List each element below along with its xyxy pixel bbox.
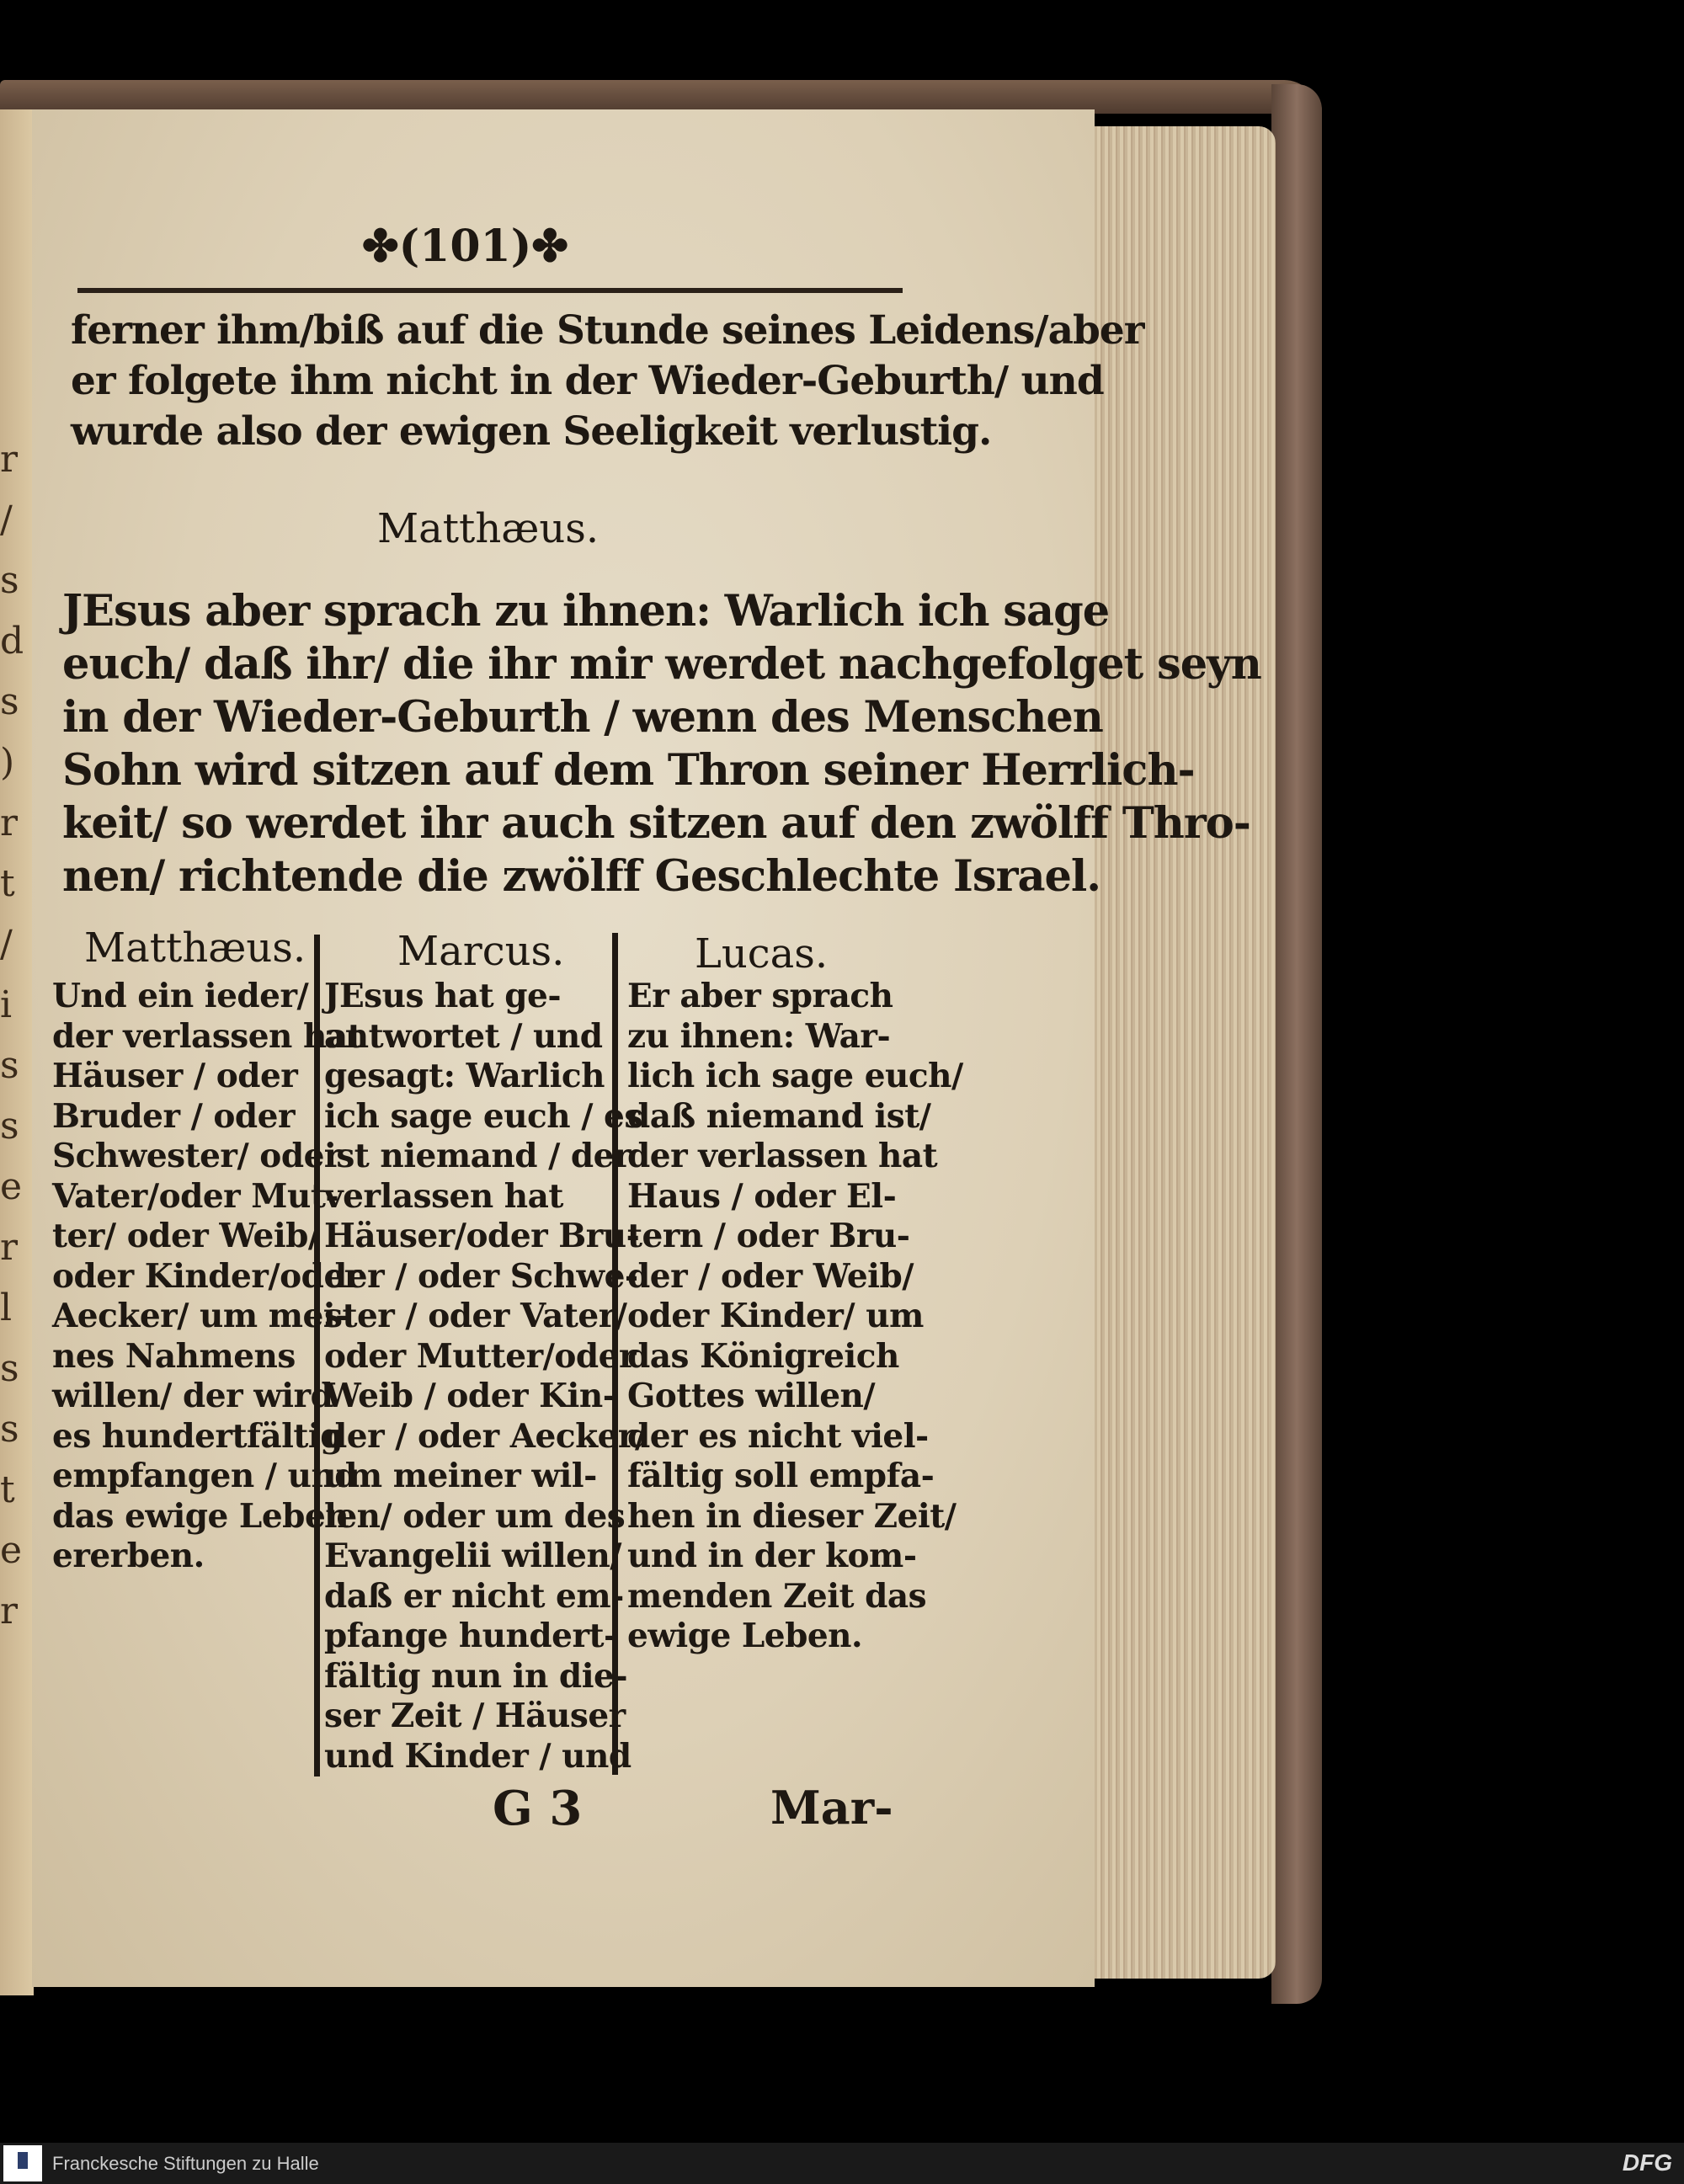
margin-glyph: r bbox=[0, 1590, 19, 1633]
ornament-left: ✤ bbox=[362, 221, 399, 272]
column-line: Vater/oder Mut- bbox=[52, 1176, 339, 1216]
column-line: ter/ oder Weib/ bbox=[52, 1217, 320, 1255]
column-line: der verlassen hat bbox=[52, 1016, 363, 1056]
column-line: fältig soll empfa- bbox=[627, 1457, 935, 1495]
column-line: tern / oder Bru- bbox=[627, 1217, 910, 1255]
margin-glyph: d bbox=[0, 620, 24, 663]
text-line: nen/ richtende die zwölff Geschlechte Israel. bbox=[62, 851, 1101, 902]
column-line: antwortet / und bbox=[324, 1016, 603, 1056]
column-marcus bbox=[324, 977, 647, 1776]
catchword: Mar- bbox=[770, 1781, 893, 1835]
column-line: verlassen hat bbox=[324, 1176, 563, 1216]
column-line: ewige Leben. bbox=[627, 1617, 863, 1655]
column-line: Weib / oder Kin- bbox=[324, 1377, 616, 1415]
column-line: Aecker/ um mei- bbox=[52, 1297, 349, 1335]
column-line: Bruder / oder bbox=[52, 1096, 296, 1136]
column-line: hen in dieser Zeit/ bbox=[627, 1496, 957, 1536]
footer-institution: Franckesche Stiftungen zu Halle bbox=[52, 2153, 319, 2174]
margin-glyph: e bbox=[0, 1165, 23, 1208]
column-line: daß niemand ist/ bbox=[627, 1096, 931, 1136]
column-line: Schwester/ oder bbox=[52, 1137, 341, 1175]
main-paragraph bbox=[62, 585, 1261, 903]
column-line: zu ihnen: War- bbox=[627, 1016, 891, 1056]
column-line: der / oder Schwe- bbox=[324, 1256, 638, 1296]
margin-glyph: s bbox=[0, 559, 19, 602]
text-line: wurde also der ewigen Seeligkeit verlustig. bbox=[71, 408, 992, 455]
header-rule bbox=[77, 288, 903, 293]
column-line: empfangen / und bbox=[52, 1457, 358, 1495]
text-line: JEsus aber sprach zu ihnen: Warlich ich sage bbox=[62, 586, 1110, 637]
text-line: Sohn wird sitzen auf dem Thron seiner Herrlich- bbox=[62, 745, 1195, 796]
column-line: pfange hundert- bbox=[324, 1617, 617, 1655]
column-heading-lucas: Lucas. bbox=[695, 930, 829, 977]
book-cover-spine bbox=[1271, 84, 1322, 2004]
column-line: Häuser / oder bbox=[52, 1057, 298, 1095]
column-line: willen/ der wird bbox=[52, 1377, 333, 1415]
column-line: ich sage euch / es bbox=[324, 1096, 642, 1136]
column-line: Evangelii willen/ bbox=[324, 1537, 622, 1575]
column-line: gesagt: Warlich bbox=[324, 1057, 605, 1095]
top-paragraph bbox=[71, 306, 1144, 457]
column-line: len/ oder um des bbox=[324, 1496, 626, 1536]
column-line: Und ein ieder/ bbox=[52, 977, 309, 1015]
margin-glyph: r bbox=[0, 802, 19, 844]
previous-page-edge bbox=[0, 109, 34, 1995]
text-line: ferner ihm/biß auf die Stunde seines Leidens/aber bbox=[71, 307, 1144, 354]
column-line: daß er nicht em- bbox=[324, 1576, 624, 1616]
footer-bar bbox=[0, 2143, 1684, 2184]
margin-glyph: l bbox=[0, 1286, 13, 1329]
margin-glyph: r bbox=[0, 438, 19, 481]
text-line: euch/ daß ihr/ die ihr mir werdet nachgefolget seyn bbox=[62, 639, 1261, 690]
column-line: JEsus hat ge- bbox=[324, 977, 562, 1015]
institution-logo bbox=[3, 2145, 42, 2181]
page-number-text: (101) bbox=[398, 221, 532, 272]
margin-glyph: i bbox=[0, 983, 13, 1026]
column-heading-marcus: Marcus. bbox=[397, 928, 565, 975]
column-lucas bbox=[627, 977, 963, 1657]
margin-glyph: s bbox=[0, 1044, 19, 1087]
signature-mark: G 3 bbox=[493, 1781, 583, 1836]
margin-glyph: s bbox=[0, 1347, 19, 1390]
margin-glyph: / bbox=[0, 923, 13, 966]
text-line: er folgete ihm nicht in der Wieder-Geburth/ und bbox=[71, 358, 1104, 404]
margin-glyph: t bbox=[0, 1468, 15, 1511]
margin-glyph: ) bbox=[0, 741, 15, 784]
column-line: und in der kom- bbox=[627, 1537, 917, 1575]
column-line: Er aber sprach bbox=[627, 977, 893, 1015]
column-line: ererben. bbox=[52, 1537, 205, 1575]
column-heading-matthaeus: Matthæus. bbox=[84, 924, 306, 972]
column-line: oder Kinder/oder bbox=[52, 1256, 361, 1296]
margin-glyph: s bbox=[0, 680, 19, 723]
margin-glyph: s bbox=[0, 1408, 19, 1451]
margin-glyph: e bbox=[0, 1529, 23, 1572]
column-line: der verlassen hat bbox=[627, 1137, 938, 1175]
column-line: lich ich sage euch/ bbox=[627, 1057, 963, 1095]
dfg-logo: DFG bbox=[1622, 2149, 1672, 2176]
margin-glyph: s bbox=[0, 1105, 19, 1148]
column-line: ist niemand / der bbox=[324, 1137, 632, 1175]
column-line: ster / oder Vater/ bbox=[324, 1297, 627, 1335]
ornament-right: ✤ bbox=[531, 221, 568, 272]
column-line: oder Kinder/ um bbox=[627, 1297, 924, 1335]
column-matthaeus bbox=[52, 977, 362, 1577]
column-line: Häuser/oder Bru- bbox=[324, 1217, 640, 1255]
column-line: menden Zeit das bbox=[627, 1576, 927, 1616]
column-line: es hundertfältig bbox=[52, 1416, 344, 1456]
margin-glyph: / bbox=[0, 498, 13, 541]
column-line: Gottes willen/ bbox=[627, 1377, 876, 1415]
column-line: der / oder Weib/ bbox=[627, 1256, 914, 1296]
margin-glyph: r bbox=[0, 1226, 19, 1269]
column-line: nes Nahmens bbox=[52, 1336, 296, 1376]
text-line: in der Wieder-Geburth / wenn des Menschen bbox=[62, 692, 1103, 743]
book-cover-top bbox=[0, 80, 1318, 114]
text-line: keit/ so werdet ihr auch sitzen auf den zwölff Thro- bbox=[62, 798, 1250, 849]
column-line: der es nicht viel- bbox=[627, 1416, 929, 1456]
previous-page-margin-text bbox=[0, 429, 24, 1945]
page-number bbox=[362, 221, 568, 272]
column-line: das Königreich bbox=[627, 1336, 899, 1376]
column-line: das ewige Leben bbox=[52, 1496, 349, 1536]
section-heading: Matthæus. bbox=[377, 505, 600, 552]
column-line: und Kinder / und bbox=[324, 1736, 632, 1776]
column-line: ser Zeit / Häuser bbox=[324, 1697, 626, 1735]
column-line: der / oder Aecker/ bbox=[324, 1416, 647, 1456]
column-line: fältig nun in die- bbox=[324, 1656, 628, 1696]
column-line: Haus / oder El- bbox=[627, 1176, 897, 1216]
column-line: um meiner wil- bbox=[324, 1457, 597, 1495]
column-line: oder Mutter/oder bbox=[324, 1336, 637, 1376]
margin-glyph: t bbox=[0, 862, 15, 905]
